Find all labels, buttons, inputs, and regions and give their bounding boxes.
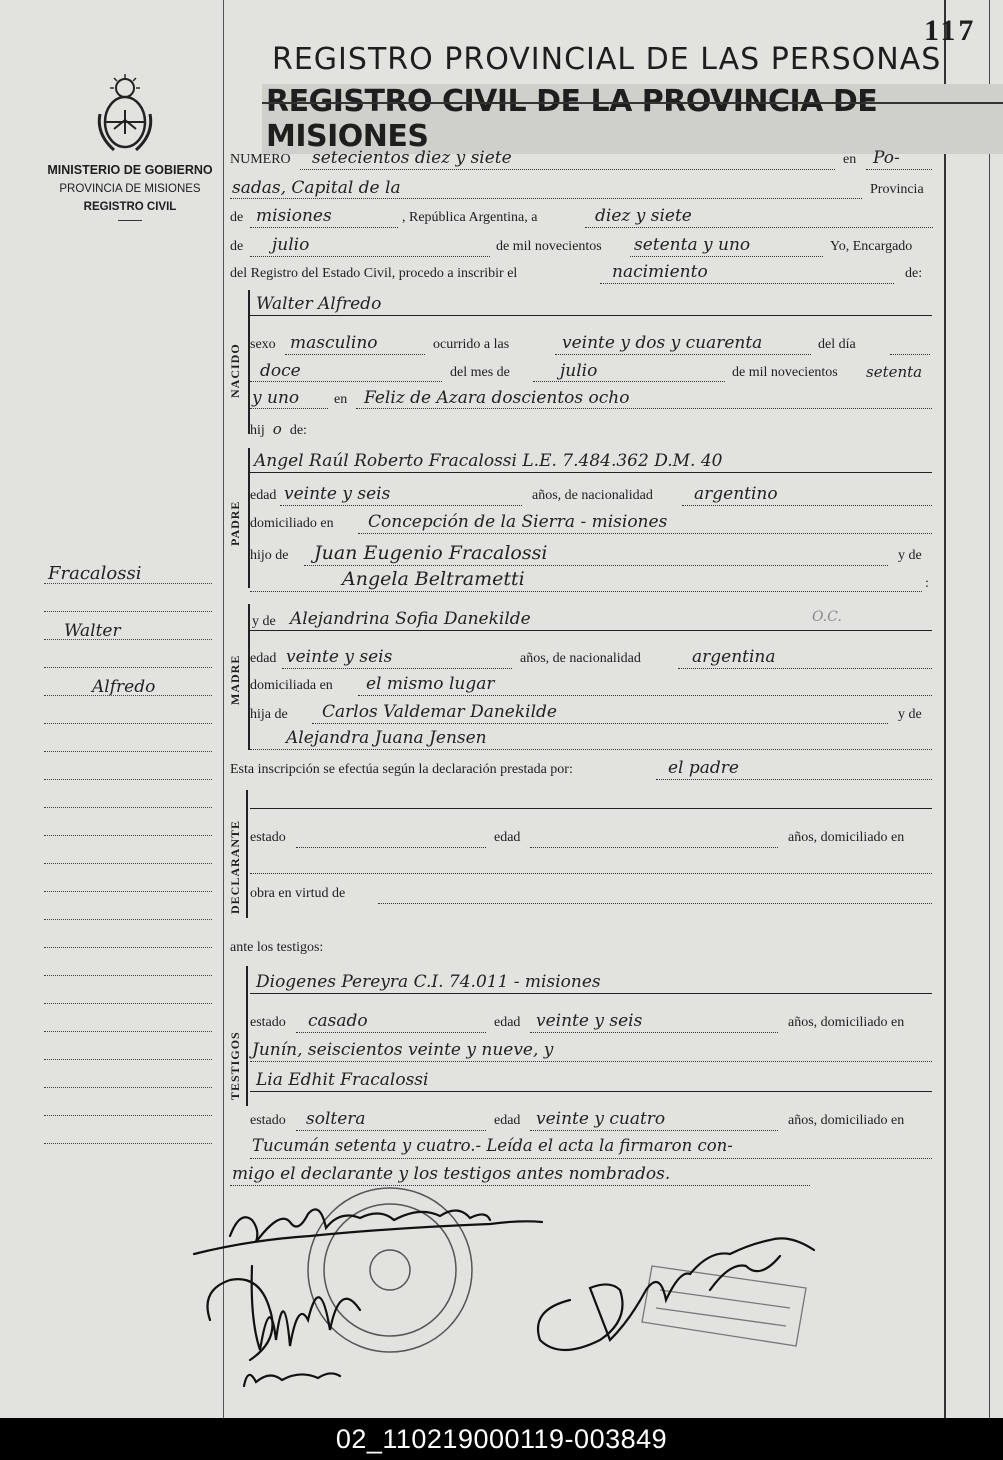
margin-line xyxy=(44,863,212,864)
padre-colon: : xyxy=(925,576,929,591)
margin-line xyxy=(44,779,212,780)
time-line xyxy=(555,354,811,355)
yo-label: Yo, Encargado xyxy=(830,239,913,254)
paternal-grandfather: Juan Eugenio Fracalossi xyxy=(314,542,548,564)
witness1-estado-line xyxy=(296,1032,486,1033)
numero-value: setecientos diez y siete xyxy=(312,148,512,168)
witness1-edad-line xyxy=(530,1032,778,1033)
declarante-estado-line xyxy=(296,847,486,848)
madre-yde2-label: y de xyxy=(898,707,922,722)
ministry-name: MINISTERIO DE GOBIERNO xyxy=(47,163,213,177)
maternal-grandmother: Alejandra Juana Jensen xyxy=(286,728,487,748)
coat-of-arms-emblem xyxy=(94,74,156,156)
witness2-estado: soltera xyxy=(306,1109,366,1129)
madre-dom-value: el mismo lugar xyxy=(366,674,495,694)
margin-line xyxy=(44,1059,212,1060)
padre-nac-value: argentino xyxy=(694,484,778,504)
margin-first-name: Walter xyxy=(64,621,121,641)
margin-line xyxy=(44,807,212,808)
closing-text: migo el declarante y los testigos antes nombrados. xyxy=(232,1164,671,1184)
hijo-text: hij xyxy=(250,423,265,438)
birth-year-label: de mil novecientos xyxy=(732,365,838,380)
margin-line xyxy=(44,891,212,892)
page-number: 117 xyxy=(924,14,977,47)
city-value: sadas, Capital de la xyxy=(232,178,401,198)
act-line xyxy=(600,283,894,284)
witness2-domicile-line xyxy=(250,1158,932,1159)
maternal-grandfather-line xyxy=(312,723,888,724)
sexo-label: sexo xyxy=(250,337,276,352)
declarante-anos-label: años, domiciliado en xyxy=(788,830,905,845)
year-label: de mil novecientos xyxy=(496,239,602,254)
madre-edad-line xyxy=(282,668,512,669)
birth-day-line xyxy=(250,381,442,382)
madre-yde-label: y de xyxy=(252,614,276,629)
margin-line xyxy=(44,667,212,668)
padre-dom-label: domiciliado en xyxy=(250,516,334,531)
margin-line xyxy=(44,975,212,976)
ocurrido-label: ocurrido a las xyxy=(433,337,510,352)
testigos-section-label: TESTIGOS xyxy=(228,1031,242,1100)
madre-dom-line xyxy=(358,695,932,696)
ministry-province: PROVINCIA DE MISIONES xyxy=(59,183,201,195)
madre-section-label: MADRE xyxy=(228,654,242,705)
padre-dom-value: Concepción de la Sierra - misiones xyxy=(368,512,668,532)
madre-bracket xyxy=(248,604,250,750)
declaracion-line xyxy=(656,779,932,780)
en-value: Po- xyxy=(873,148,900,168)
ministry-divider xyxy=(118,220,142,221)
witness1-name-line xyxy=(250,993,932,994)
en-label: en xyxy=(843,152,857,167)
year-line xyxy=(630,256,823,257)
witness1-domicile-line xyxy=(250,1061,932,1062)
paternal-grandfather-line xyxy=(304,565,888,566)
witness2-estado-line xyxy=(296,1130,486,1131)
declarante-edad-label: edad xyxy=(494,830,521,845)
witness2-domicile: Tucumán setenta y cuatro.- Leída el acta la firmaron con- xyxy=(252,1136,733,1155)
mes-label: del mes de xyxy=(450,365,510,380)
strikethrough-line xyxy=(262,102,1003,104)
ministry-registry: REGISTRO CIVIL xyxy=(83,201,177,213)
mother-name-line xyxy=(250,630,932,631)
padre-edad-line xyxy=(280,505,522,506)
mother-name-note: O.C. xyxy=(812,609,842,625)
madre-edad-label: edad xyxy=(250,651,277,666)
margin-surname: Fracalossi xyxy=(48,563,142,584)
margin-second-name: Alfredo xyxy=(92,677,156,697)
testigos-bracket xyxy=(246,966,248,1106)
hijo-gender: o xyxy=(272,420,282,438)
margin-line xyxy=(44,947,212,948)
padre-nac-line xyxy=(682,505,932,506)
birth-place-value: Feliz de Azara doscientos ocho xyxy=(364,388,630,408)
signature-strokes xyxy=(194,1209,814,1386)
father-name-line xyxy=(250,472,932,473)
margin-line xyxy=(44,919,212,920)
birth-year-value: setenta xyxy=(866,363,923,381)
padre-edad-label: edad xyxy=(250,488,277,503)
nacido-name-line xyxy=(250,315,932,316)
year-value: setenta y uno xyxy=(634,235,751,255)
declarante-edad-line xyxy=(530,847,778,848)
province-value: misiones xyxy=(256,206,332,226)
testigos-ante-label: ante los testigos: xyxy=(230,940,324,955)
birth-en-label: en xyxy=(334,392,348,407)
dia-label: del día xyxy=(818,337,856,352)
witness1-estado-label: estado xyxy=(250,1015,286,1030)
edge-fold-line xyxy=(989,0,990,1418)
birth-year-cont-line xyxy=(250,408,328,409)
registro-label: del Registro del Estado Civil, procedo a inscribir el xyxy=(230,266,518,281)
madre-nac-line xyxy=(678,668,932,669)
ministry-block xyxy=(40,163,220,221)
witness2-edad-label: edad xyxy=(494,1113,521,1128)
padre-hijo-label: hijo de xyxy=(250,548,289,563)
witness2-edad: veinte y cuatro xyxy=(536,1109,666,1129)
paternal-grandmother-line xyxy=(250,591,922,592)
right-fold-line xyxy=(944,0,946,1418)
padre-section-label: PADRE xyxy=(228,500,242,546)
time-value: veinte y dos y cuarenta xyxy=(562,333,763,353)
header-subtitle xyxy=(262,84,1003,154)
birth-place-line xyxy=(356,408,932,409)
witness2-name: Lia Edhit Fracalossi xyxy=(256,1070,429,1090)
margin-line xyxy=(44,751,212,752)
witness1-name: Diogenes Pereyra C.I. 74.011 - misiones xyxy=(256,972,601,992)
witness1-edad-label: edad xyxy=(494,1015,521,1030)
numero-label: NUMERO xyxy=(230,152,291,167)
witness1-edad: veinte y seis xyxy=(536,1011,643,1031)
declarante-name-line xyxy=(250,808,932,809)
de-label: de xyxy=(230,210,244,225)
margin-line xyxy=(44,723,212,724)
birth-year-cont: y uno xyxy=(252,388,300,408)
nacido-name: Walter Alfredo xyxy=(256,294,382,314)
witness2-edad-line xyxy=(530,1130,778,1131)
madre-nac-label: años, de nacionalidad xyxy=(520,651,641,666)
declarante-estado-label: estado xyxy=(250,830,286,845)
witness2-estado-label: estado xyxy=(250,1113,286,1128)
declarante-obra-label: obra en virtud de xyxy=(250,886,346,901)
act-value: nacimiento xyxy=(612,262,708,282)
declarante-obra-line xyxy=(378,903,932,904)
month-value: julio xyxy=(272,235,310,255)
signatures-and-seals xyxy=(190,1170,830,1410)
city-line xyxy=(230,198,862,199)
en-line xyxy=(866,169,932,170)
sexo-value: masculino xyxy=(290,333,378,353)
madre-nac-value: argentina xyxy=(692,647,776,667)
de3-label: de: xyxy=(905,266,923,281)
padre-yde-label: y de xyxy=(898,548,922,563)
declaracion-label: Esta inscripción se efectúa según la declaración prestada por: xyxy=(230,762,573,777)
declaracion-value: el padre xyxy=(668,758,739,778)
month-line xyxy=(250,256,490,257)
day-line xyxy=(585,227,933,228)
margin-line xyxy=(44,835,212,836)
madre-edad-value: veinte y seis xyxy=(286,647,393,667)
maternal-grandfather: Carlos Valdemar Danekilde xyxy=(322,702,557,722)
numero-line xyxy=(300,169,835,170)
birth-month-value: julio xyxy=(560,361,598,381)
declarante-section-label: DECLARANTE xyxy=(228,819,242,914)
witness1-estado: casado xyxy=(308,1011,368,1031)
dia-line xyxy=(890,354,930,355)
rectangular-stamp xyxy=(642,1266,806,1346)
witness1-domicile: Junín, seiscientos veinte y nueve, y xyxy=(252,1040,554,1060)
nacido-bracket xyxy=(248,290,250,434)
provincia-label: Provincia xyxy=(870,182,924,197)
witness2-anos-label: años, domiciliado en xyxy=(788,1113,905,1128)
madre-hija-label: hija de xyxy=(250,707,288,722)
madre-dom-label: domiciliada en xyxy=(250,678,333,693)
father-name: Angel Raúl Roberto Fracalossi L.E. 7.484.362 D.M. 40 xyxy=(254,451,723,471)
margin-line xyxy=(44,1031,212,1032)
padre-nac-label: años, de nacionalidad xyxy=(532,488,653,503)
margin-line xyxy=(44,611,212,612)
day-value: diez y siete xyxy=(595,206,692,226)
province-line xyxy=(250,227,398,228)
margin-line xyxy=(44,1087,212,1088)
margin-line xyxy=(44,1115,212,1116)
header-title: REGISTRO PROVINCIAL DE LAS PERSONAS xyxy=(272,42,942,77)
mother-name: Alejandrina Sofia Danekilde xyxy=(290,609,531,629)
de2-label: de xyxy=(230,239,244,254)
margin-line xyxy=(44,1143,212,1144)
document-id-footer: 02_110219000119-003849 xyxy=(0,1418,1003,1460)
witness1-anos-label: años, domiciliado en xyxy=(788,1015,905,1030)
padre-edad-value: veinte y seis xyxy=(284,484,391,504)
header-subtitle-text: REGISTRO CIVIL DE LA PROVINCIA DE MISIONES xyxy=(266,84,878,154)
paternal-grandmother: Angela Beltrametti xyxy=(342,568,525,590)
padre-dom-line xyxy=(358,533,932,534)
margin-line xyxy=(44,1003,212,1004)
nacido-section-label: NACIDO xyxy=(228,343,242,398)
maternal-grandmother-line xyxy=(250,749,932,750)
birth-day-value: doce xyxy=(260,361,301,381)
hijo-label xyxy=(250,420,307,439)
sexo-line xyxy=(285,354,425,355)
declarante-dom-line xyxy=(250,873,932,874)
republica-label: , República Argentina, a xyxy=(402,210,538,225)
declarante-bracket xyxy=(246,790,248,918)
birth-month-line xyxy=(533,381,725,382)
hijo-de: de: xyxy=(289,423,307,438)
witness2-name-line xyxy=(250,1091,932,1092)
